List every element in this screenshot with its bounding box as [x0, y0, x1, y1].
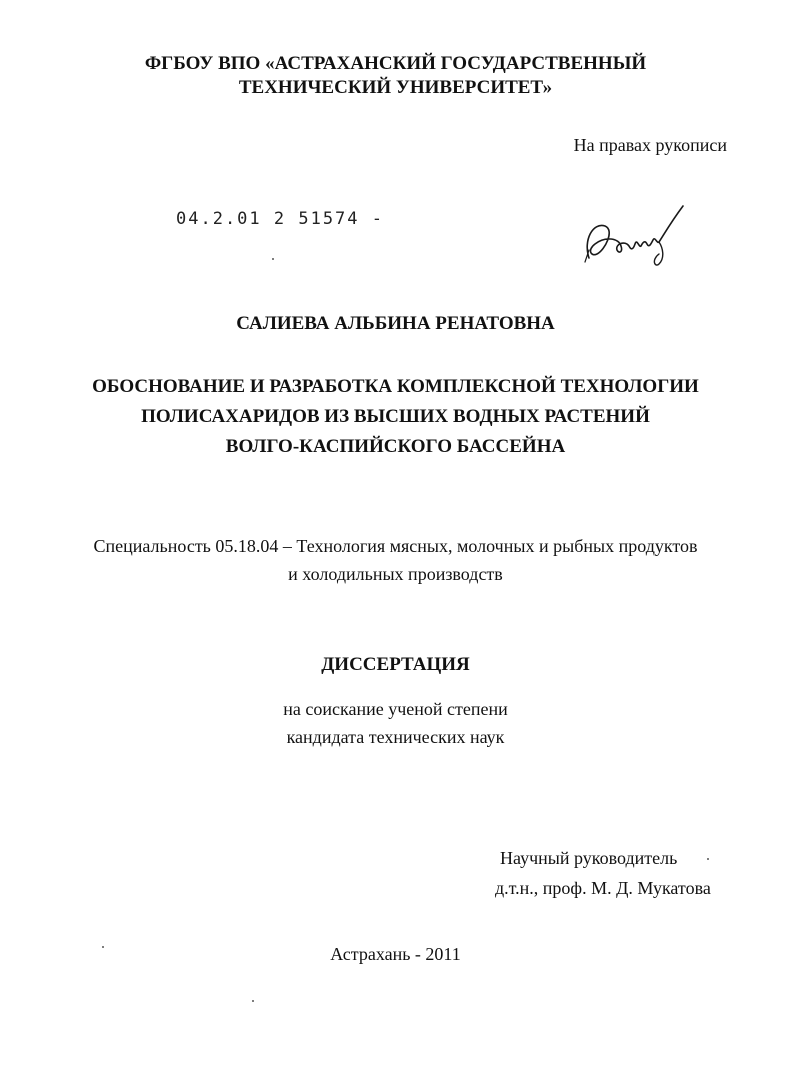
supervisor-block: [495, 843, 711, 903]
scan-speck: [252, 1000, 254, 1002]
city-year: Астрахань - 2011: [330, 944, 461, 964]
author-name: САЛИЕВА АЛЬБИНА РЕНАТОВНА: [236, 313, 555, 334]
degree-block: [0, 695, 791, 751]
supervisor-role: Научный руководитель: [500, 848, 678, 868]
scan-speck: [707, 858, 709, 860]
scan-speck: [102, 946, 104, 948]
organization-header: [0, 52, 791, 100]
title-line-1: ОБОСНОВАНИЕ И РАЗРАБОТКА КОМПЛЕКСНОЙ ТЕХНОЛОГИИ: [92, 376, 699, 397]
handwritten-signature: [575, 200, 695, 272]
scan-speck: [272, 258, 274, 260]
degree-line-1: на соискание ученой степени: [283, 699, 508, 719]
title-line-2: ПОЛИСАХАРИДОВ ИЗ ВЫСШИХ ВОДНЫХ РАСТЕНИЙ: [141, 406, 650, 427]
organization-line-1: ФГБОУ ВПО «АСТРАХАНСКИЙ ГОСУДАРСТВЕННЫЙ: [144, 53, 647, 74]
supervisor-name: д.т.н., проф. М. Д. Мукатова: [495, 878, 711, 898]
organization-line-2: ТЕХНИЧЕСКИЙ УНИВЕРСИТЕТ»: [238, 77, 553, 98]
dissertation-title: [0, 372, 791, 462]
specialty-line-2: и холодильных производств: [288, 564, 503, 584]
specialty-line-1: Специальность 05.18.04 – Технология мясных, молочных и рыбных продуктов: [93, 536, 698, 556]
degree-line-2: кандидата технических наук: [286, 727, 505, 747]
rights-note: На правах рукописи: [573, 135, 727, 155]
title-line-3: ВОЛГО-КАСПИЙСКОГО БАССЕЙНА: [225, 436, 566, 457]
registration-stamp-number: 04.2.01 2 51574 -: [176, 209, 384, 229]
specialty-block: [0, 532, 791, 588]
document-type: ДИССЕРТАЦИЯ: [321, 654, 470, 675]
